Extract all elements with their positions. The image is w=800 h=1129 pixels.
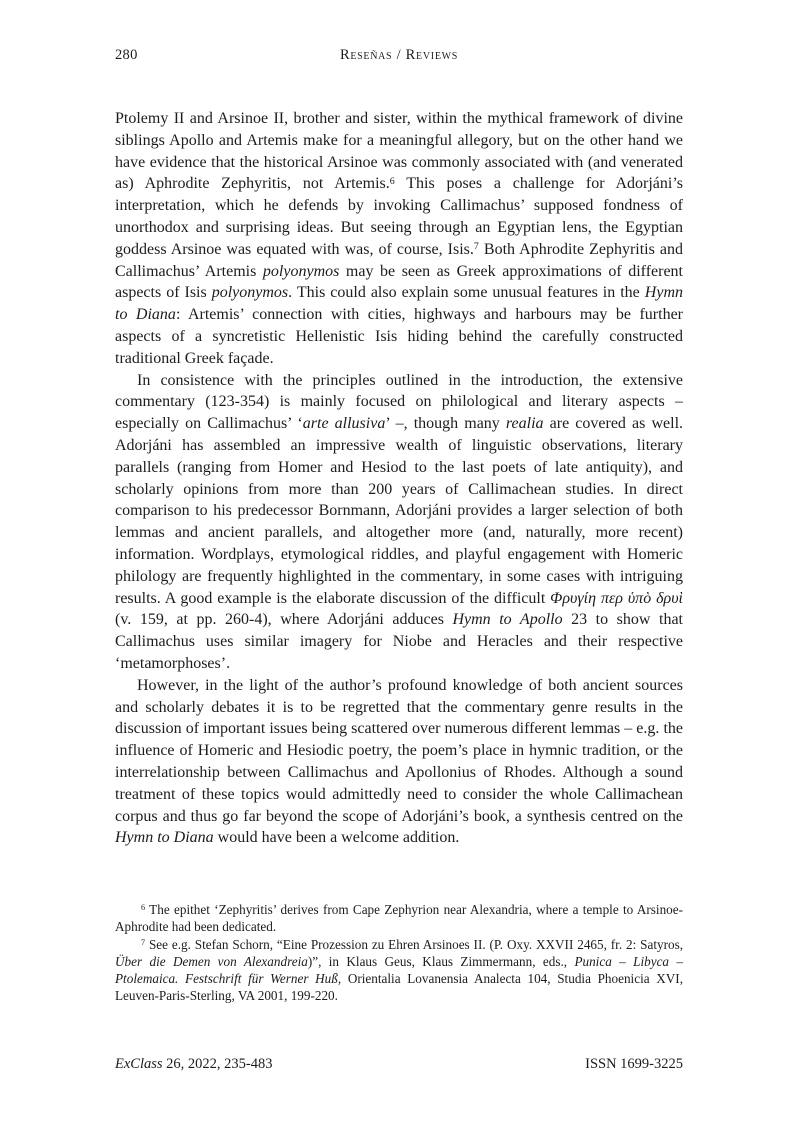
- text-run: are covered as well. Adorjáni has assembled an impressive wealth of linguistic observations, literary parallels (ranging from Homer and Hesiod to the last poets of late antiquity), and scholarly opinions from more than 200 years of Callimachean studies. In direct comparison to his predecessor Bornmann, Adorjáni provides a larger selection of both lemmas and ancient parallels, and altogether more (and, naturally, more recent) information. Wordplays, etymological riddles, and playful engagement with Homeric philology are frequently highlighted in the commentary, in some cases with intriguing results. A good example is the elaborate discussion of the difficult: [115, 415, 683, 607]
- footnote-7: [115, 936, 683, 1005]
- text-run: Ptolemy II and Arsinoe II, brother and sister, within the mythical framework of divine siblings Apollo and Artemis make for a meaningful allegory, but on the other hand we have evidence that the historical Arsinoe was commonly associated with (and venerated as) Aphrodite Zephyritis, not Artemis.: [115, 110, 683, 193]
- footnote-ref: 6: [389, 175, 395, 187]
- text-run: . This could also explain some unusual features in the: [288, 284, 645, 302]
- text-run: would have been a welcome addition.: [213, 829, 460, 847]
- paragraph-3: [115, 675, 683, 849]
- footnote-ref: 6: [141, 903, 146, 913]
- text-run: See e.g. Stefan Schorn, “Eine Prozession zu Ehren Arsinoes II. (P. Oxy. XXVII 2465, fr. 2: Satyros,: [145, 936, 683, 952]
- text-run: This poses a challenge for Adorjáni’s interpretation, which he defends by invoking Callimachus’ supposed fondness of unorthodox and surprising ideas. But seeing through an Egyptian lens, the Egyptian goddess Arsinoe was equated with was, of course, Isis.: [115, 175, 683, 258]
- page-footer: [115, 1056, 683, 1073]
- text-run: In consistence with the principles outlined in the introduction, the extensive commentary (123-354) is mainly focused on philological and literary aspects – especially on Callimachus’ ‘: [115, 371, 683, 433]
- footnote-ref: 7: [473, 241, 479, 253]
- footnotes-section: [115, 901, 683, 1005]
- italic-text: arte allusiva: [302, 415, 386, 433]
- text-run: may be seen as Greek approximations of different aspects of Isis: [115, 262, 683, 302]
- italic-text: Hymn to Diana: [115, 829, 214, 847]
- footnote-ref: 7: [141, 937, 146, 947]
- running-head-title: Reseñas / Reviews: [339, 47, 459, 63]
- issn-number: ISSN 1699-3225: [585, 1056, 683, 1072]
- text-run: )”, in Klaus Geus, Klaus Zimmermann, eds.,: [307, 953, 575, 969]
- italic-text: Hymn to Diana: [115, 284, 683, 324]
- text-run: (v. 159, at pp. 260-4), where Adorjáni adduces: [115, 611, 453, 629]
- italic-text: polyonymos: [262, 262, 340, 280]
- footnote-6: [115, 901, 683, 936]
- italic-text: polyonymos: [211, 284, 289, 302]
- review-body: [115, 108, 683, 849]
- paragraph-1: [115, 108, 683, 370]
- journal-issue: 26, 2022, 235-483: [162, 1056, 273, 1072]
- page-number: 280: [115, 47, 138, 63]
- text-run: Both Aphrodite Zephyritis and Callimachus’ Artemis: [115, 240, 683, 280]
- italic-text: realia: [505, 415, 544, 433]
- italic-text: Punica – Libyca – Ptolemaica. Festschrift für Werner Huß: [115, 953, 683, 987]
- italic-text: Φρυγίη περ ὑπὸ δρυὶ: [550, 589, 683, 607]
- running-header: [115, 47, 683, 67]
- journal-title: ExClass: [115, 1056, 163, 1072]
- italic-text: Über die Demen von Alexandreia: [115, 953, 308, 969]
- journal-citation: [115, 1056, 273, 1073]
- text-run: ’ –, though many: [385, 415, 506, 433]
- text-run: , Orientalia Lovanensia Analecta 104, Studia Phoenicia XVI, Leuven-Paris-Sterling, VA 2001, 199-220.: [115, 971, 683, 1004]
- text-run: However, in the light of the author’s profound knowledge of both ancient sources and scholarly debates it is to be regretted that the commentary genre results in the discussion of important issues being scattered over numerous different lemmas – e.g. the influence of Homeric and Hesiodic poetry, the poem’s place in hymnic tradition, or the interrelationship between Callimachus and Apollonius of Rhodes. Although a sound treatment of these topics would admittedly need to consider the whole Callimachean corpus and thus go far beyond the scope of Adorjáni’s book, a synthesis centred on the: [115, 676, 683, 825]
- italic-text: Hymn to Apollo: [452, 611, 563, 629]
- paragraph-2: [115, 370, 683, 675]
- text-run: The epithet ‘Zephyritis’ derives from Cape Zephyrion near Alexandria, where a temple to Arsinoe-Aphrodite had been dedicated.: [115, 902, 683, 935]
- text-run: : Artemis’ connection with cities, highways and harbours may be further aspects of a syncretistic Hellenistic Isis hiding behind the carefully constructed traditional Greek façade.: [115, 306, 683, 367]
- text-run: 23 to show that Callimachus uses similar imagery for Niobe and Heracles and their respective ‘metamorphoses’.: [115, 611, 683, 672]
